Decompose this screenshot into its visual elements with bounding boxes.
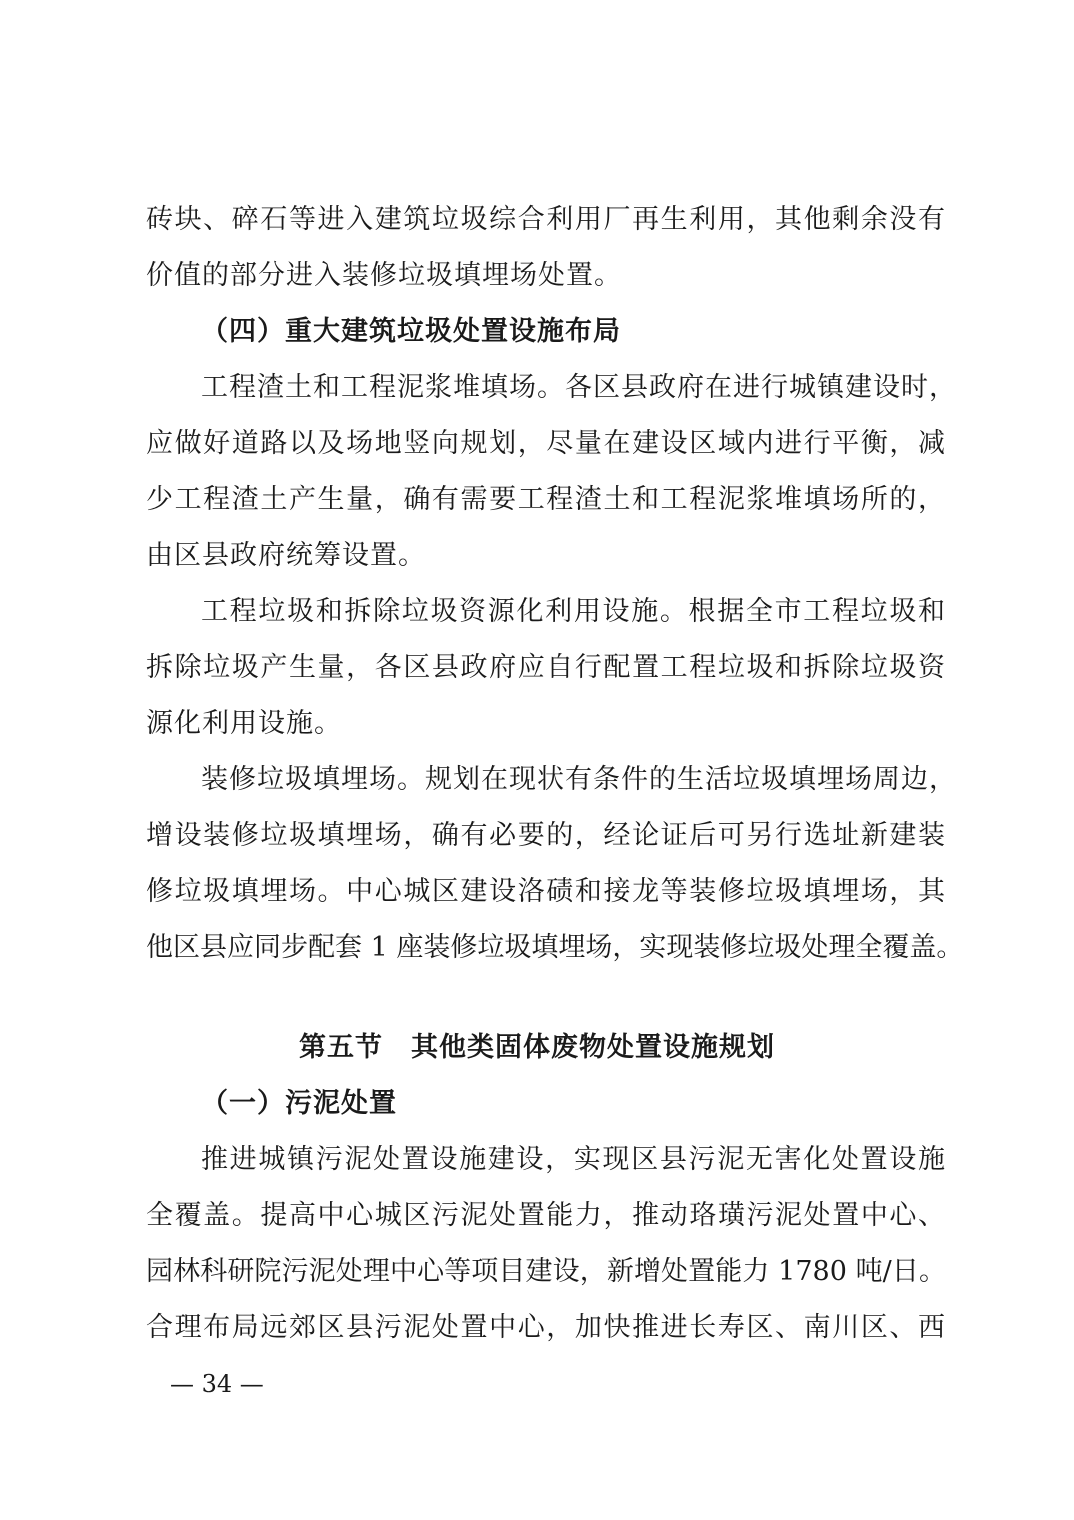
- subsection-heading: （一）污泥处置: [201, 1088, 397, 1119]
- paragraph-line: 园林科研院污泥处理中心等项目建设，新增处置能力 1780 吨/日。: [146, 1256, 946, 1287]
- paragraph-line: 他区县应同步配套 1 座装修垃圾填埋场，实现装修垃圾处理全覆盖。: [146, 932, 964, 963]
- subsection-heading: （四）重大建筑垃圾处置设施布局: [201, 316, 621, 347]
- section-title: 第五节 其他类固体废物处置设施规划: [299, 1032, 775, 1063]
- paragraph-line: 增设装修垃圾填埋场，确有必要的，经论证后可另行选址新建装: [146, 820, 946, 851]
- paragraph-line: 砖块、碎石等进入建筑垃圾综合利用厂再生利用，其他剩余没有: [146, 204, 946, 235]
- paragraph-line: 由区县政府统筹设置。: [146, 540, 426, 571]
- paragraph-line: 合理布局远郊区县污泥处置中心，加快推进长寿区、南川区、西: [146, 1312, 946, 1343]
- paragraph-line: 工程渣土和工程泥浆堆填场。各区县政府在进行城镇建设时，: [201, 372, 957, 403]
- page-number: — 34 —: [170, 1370, 264, 1398]
- paragraph-line: 装修垃圾填埋场。规划在现状有条件的生活垃圾填埋场周边，: [201, 764, 957, 795]
- paragraph-line: 全覆盖。提高中心城区污泥处置能力，推动珞璜污泥处置中心、: [146, 1200, 946, 1231]
- paragraph-line: 修垃圾填埋场。中心城区建设洛碛和接龙等装修垃圾填埋场，其: [146, 876, 946, 907]
- paragraph-line: 工程垃圾和拆除垃圾资源化利用设施。根据全市工程垃圾和: [201, 596, 946, 627]
- paragraph-line: 拆除垃圾产生量，各区县政府应自行配置工程垃圾和拆除垃圾资: [146, 652, 946, 683]
- paragraph-line: 少工程渣土产生量，确有需要工程渣土和工程泥浆堆填场所的，: [146, 484, 946, 515]
- paragraph-line: 应做好道路以及场地竖向规划，尽量在建设区域内进行平衡，减: [146, 428, 946, 459]
- paragraph-line: 推进城镇污泥处置设施建设，实现区县污泥无害化处置设施: [201, 1144, 946, 1175]
- paragraph-line: 价值的部分进入装修垃圾填埋场处置。: [146, 260, 622, 291]
- paragraph-line: 源化利用设施。: [146, 708, 342, 739]
